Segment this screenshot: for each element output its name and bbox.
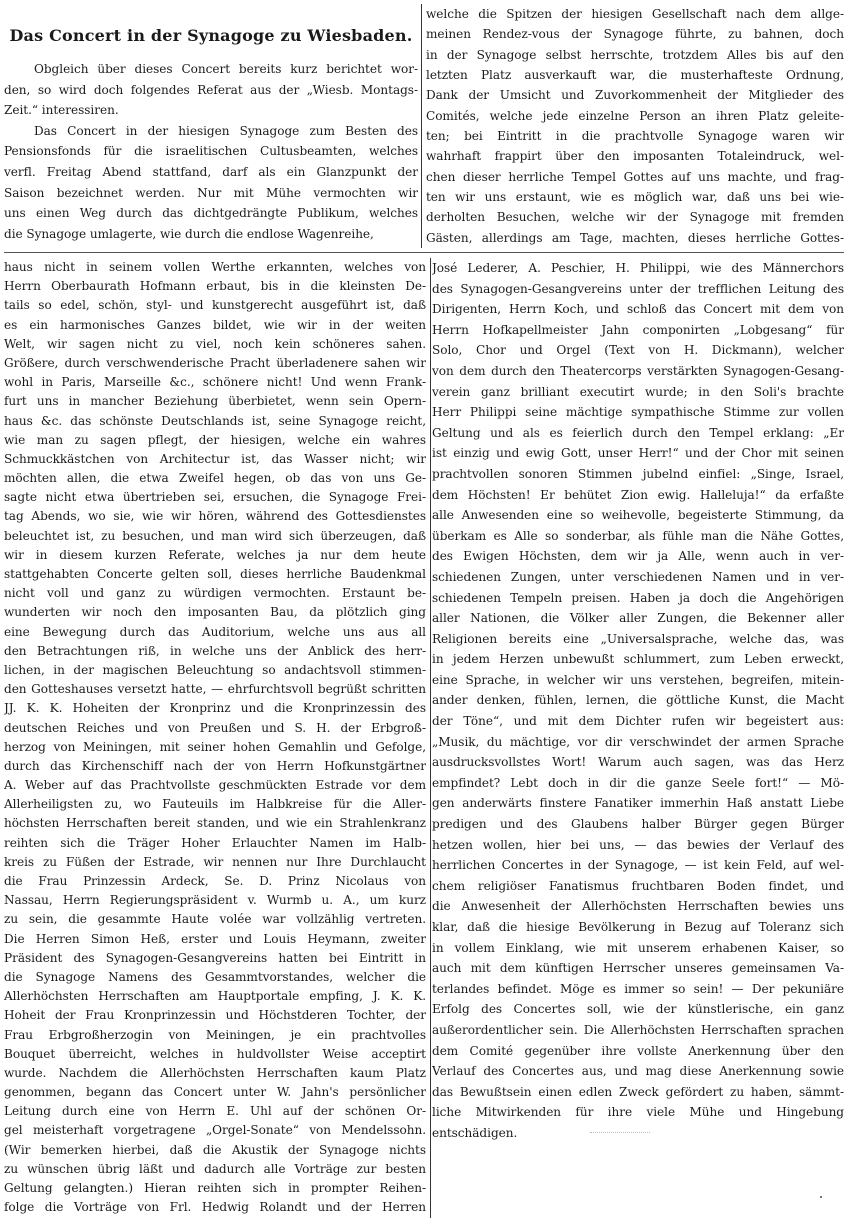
- text-line: durch das Kirchenschiff nach der von Herrn Hofkunstgärtner: [4, 758, 426, 773]
- text-line: Dirigenten, Herrn Koch, und schloß das Concert mit dem von: [432, 302, 844, 317]
- text-line: des Ewigen Höchsten, dem wir ja Alle, wenn auch in ver-: [432, 549, 844, 564]
- text-line: Schmuckkästchen von Architectur ist, das Wasser nicht; wir: [4, 451, 426, 466]
- bottom-left-column: [4, 258, 426, 1218]
- text-line: höchsten Herrschaften bereit standen, und wie ein Strahlenkranz: [4, 816, 426, 831]
- text-line: tails so edel, schön, styl- und kunstgerecht ausgeführt ist, daß: [4, 298, 426, 313]
- text-line: es ein harmonisches Ganzes bildet, wie wir in der weiten: [4, 317, 426, 332]
- text-line: wunderten wir noch den imposanten Bau, da plötzlich ging: [4, 605, 426, 620]
- text-line: Bouquet überreicht, welches in huldvollster Weise acceptirt: [4, 1046, 426, 1061]
- print-dot: [820, 1196, 822, 1198]
- text-line: Welt, wir sagen nicht zu viel, noch kein schöneres sahen.: [4, 336, 426, 351]
- text-line: folge die Vorträge von Frl. Hedwig Rolandt und der Herren: [4, 1200, 426, 1215]
- text-line: Das Concert in der hiesigen Synagoge zum Besten des: [34, 123, 418, 138]
- text-line: zu wünschen übrig läßt und dadurch alle Vorträge zur besten: [4, 1161, 426, 1176]
- print-speck: [590, 1132, 650, 1136]
- text-line: Pensionsfonds für die israelitischen Cultusbeamten, welches: [4, 144, 418, 159]
- text-line: schiedenen Zungen, unter verschiedenen Namen und in ver-: [432, 569, 844, 584]
- text-line: aller Nationen, die Völker aller Zungen, die Bekenner aller: [432, 611, 844, 626]
- top-right-text: [426, 4, 844, 248]
- text-line: das Bewußtsein einen edlen Zweck gefördert zu haben, sämmt-: [432, 1084, 844, 1099]
- text-line: A. Weber auf das Prachtvollste geschmückten Estrade vor dem: [4, 778, 426, 793]
- text-line: ten wir uns erstaunt, wie es möglich war, daß uns bei wie-: [426, 189, 844, 204]
- text-line: Allerheiligsten zu, wo Fauteuils im Halbkreise für die Aller-: [4, 797, 426, 812]
- text-line: Geltung und als es feierlich durch den Tempel erklang: „Er: [432, 425, 844, 440]
- text-line: ander denken, fühlen, lernen, die göttliche Kunst, die Macht: [432, 693, 844, 708]
- text-line: Comités, welche jede einzelne Person an ihren Platz geleite-: [426, 108, 844, 123]
- text-line: alle Anwesenden eine so weihevolle, begeisterte Stimmung, da: [432, 508, 844, 523]
- bottom-right-text: [432, 258, 844, 1144]
- text-line: sagte nicht etwa übertrieben sei, ersuchen, die Synagoge Frei-: [4, 490, 426, 505]
- text-line: den, so wird doch folgendes Referat aus der „Wiesb. Montags-: [4, 82, 418, 97]
- text-line: auch mit dem künftigen Herrscher unseres gemeinsamen Va-: [432, 961, 844, 976]
- text-line: prachtvollen sonoren Stimmen jubelnd einfiel: „Singe, Israel,: [432, 466, 844, 481]
- text-line: den Gotteshauses versetzt hatte, — ehrfurchtsvoll begrüßt schritten: [4, 682, 426, 697]
- text-line: tag Abends, wo sie, wie wir hören, während des Gottesdienstes: [4, 509, 426, 524]
- text-line: eine Bewegung durch das Auditorium, welche uns aus all: [4, 624, 426, 639]
- text-line: terlandes befindet. Möge es immer so sein! — Der pekuniäre: [432, 981, 844, 996]
- text-line: wurde. Nachdem die Allerhöchsten Herrschaften kaum Platz: [4, 1065, 426, 1080]
- text-line: Herr Philippi seine mächtige sympathische Stimme zur vollen: [432, 405, 844, 420]
- text-line: Geltung gelangten.) Hieran reihten sich in prompter Reihen-: [4, 1181, 426, 1195]
- article-headline: Das Concert in der Synagoge zu Wiesbaden.: [9, 26, 413, 45]
- text-line: eine Sprache, in welcher wir uns verstehen, begreifen, mitein-: [432, 672, 844, 687]
- text-line: kreis zu Füßen der Estrade, wir nennen nur Ihre Durchlaucht: [4, 854, 426, 869]
- text-line: uns einen Weg durch das dichtgedrängte Publikum, welches: [4, 206, 418, 221]
- text-line: wie man zu sagen pflegt, der hiesigen, welche ein wahres: [4, 432, 426, 447]
- text-line: Herrn Hofkapellmeister Jahn componirten „Lobgesang“ für: [432, 322, 844, 337]
- text-line: möchten allen, die etwa Zweifel hegen, ob das von uns Ge-: [4, 471, 426, 486]
- text-line: Nassau, Herrn Regierungspräsident v. Wurmb u. A., um kurz: [4, 893, 426, 908]
- text-line: Gästen, allerdings am Tage, machten, dieses herrliche Gottes-: [426, 230, 844, 245]
- text-line: gen anderwärts finstere Fanatiker immerhin Haß anstatt Liebe: [432, 796, 844, 811]
- text-line: herzog von Meiningen, mit seiner hohen Gemahlin und Gefolge,: [4, 739, 426, 754]
- text-line: Solo, Chor und Orgel (Text von H. Dickmann), welcher: [432, 343, 844, 358]
- text-line: Frau Erbgroßherzogin von Meiningen, je ein prachtvolles: [4, 1027, 426, 1042]
- text-line: Präsident des Synagogen-Gesangvereins hatten bei Eintritt in: [4, 950, 426, 965]
- text-line: furt uns in mancher Beziehung überbietet, wenn sein Opern-: [4, 394, 426, 409]
- text-line: in vollem Einklang, wie mit unserem erhabenen Kaiser, so: [432, 940, 844, 955]
- text-line: die Synagoge Namens des Gesammtvorstandes, welcher die: [4, 969, 426, 984]
- text-line: hetzen wollen, hier bei uns, — das bewies der Verlauf des: [432, 837, 844, 852]
- article-top-section: [4, 4, 844, 248]
- text-line: Zeit.“ interessiren.: [4, 103, 119, 118]
- text-line: ist einzig und ewig Gott, unser Herr!“ und der Chor mit seinen: [432, 446, 844, 461]
- text-line: Herrn Oberbaurath Hofmann erbaut, bis in die kleinsten De-: [4, 279, 426, 294]
- top-left-text: [4, 59, 418, 244]
- text-line: liche Mitwirkenden für ihre viele Mühe und Hingebung: [432, 1105, 844, 1120]
- text-line: ausdrucksvollstes Wort! Warum auch sagen, was das Herz: [432, 755, 844, 770]
- text-line: zu sein, die gesammte Haute volée war vollzählig vertreten.: [4, 912, 426, 927]
- text-line: herrlichen Concertes in der Synagoge, — ist kein Feld, auf wel-: [432, 858, 844, 873]
- text-line: die Frau Prinzessin Ardeck, Se. D. Prinz Nicolaus von: [4, 874, 426, 888]
- text-line: überkam es Alle so sonderbar, als fühle man die Nähe Gottes,: [432, 528, 844, 543]
- text-line: stattgehabten Concerte gelten soll, dieses herrliche Baudenkmal: [4, 567, 426, 581]
- text-line: Saison bezeichnet werden. Nur mit Mühe vermochten wir: [4, 185, 418, 200]
- text-line: genommen, begann das Concert unter W. Jahn's persönlicher: [4, 1085, 426, 1100]
- text-line: Die Herren Simon Heß, erster und Louis Heymann, zweiter: [4, 931, 426, 946]
- text-line: entschädigen.: [432, 1125, 518, 1140]
- text-line: die Anwesenheit der Allerhöchsten Herrschaften bewies uns: [432, 899, 844, 914]
- text-line: deutschen Reiches und von Preußen und S. H. der Erbgroß-: [4, 720, 426, 735]
- bottom-left-text: [4, 258, 426, 1217]
- text-line: klar, daß die hiesige Bevölkerung in Bezug auf Toleranz sich: [432, 920, 844, 934]
- text-line: gel meisterhaft vorgetragene „Orgel-Sonate“ von Mendelssohn.: [4, 1123, 426, 1138]
- text-line: beleuchtet ist, zu besuchen, und man wird sich überzeugen, daß: [4, 528, 426, 543]
- text-line: reihten sich die Träger Hoher Erlauchter Namen im Halb-: [4, 835, 426, 850]
- text-line: haus &c. das schönste Deutschlands ist, seine Synagoge reicht,: [4, 413, 426, 428]
- text-line: dem Comité gegenüber ihre vollste Anerkennung über den: [432, 1043, 844, 1058]
- text-line: Allerhöchsten Herrschaften am Hauptportale empfing, J. K. K.: [4, 989, 426, 1004]
- text-line: in der Synagoge selbst herrschte, trotzdem Alles bis auf den: [426, 47, 844, 62]
- text-line: Verlauf des Concertes aus, und mag diese Anerkennung sowie: [432, 1064, 844, 1079]
- bottom-right-column: [432, 258, 844, 1218]
- text-line: wir in diesem kurzen Referate, welches ja nur dem heute: [4, 547, 426, 562]
- text-line: die Synagoge umlagerte, wie durch die endlose Wagenreihe,: [4, 226, 374, 241]
- text-line: des Synagogen-Gesangvereins unter der trefflichen Leitung des: [432, 281, 844, 296]
- text-line: Leitung durch eine von Herrn E. Uhl auf der schönen Or-: [4, 1104, 426, 1119]
- text-line: Hoheit der Frau Kronprinzessin und Höchstderen Tochter, der: [4, 1008, 426, 1023]
- text-line: Erfolg des Concertes soll, wie der künstlerische, ein ganz: [432, 1002, 844, 1017]
- text-line: Religionen bereits eine „Universalsprache, welche das, was: [432, 631, 844, 646]
- text-line: außerordentlicher sein. Die Allerhöchsten Herrschaften sprachen: [432, 1022, 844, 1037]
- text-line: verfl. Freitag Abend stattfand, darf als ein Glanzpunkt der: [4, 164, 418, 179]
- text-line: von dem durch den Theatercorps verstärkten Synagogen-Gesang-: [432, 363, 844, 378]
- text-line: verein ganz brilliant executirt wurde; in den Soli's brachte: [432, 384, 844, 399]
- text-line: Obgleich über dieses Concert bereits kurz berichtet wor-: [34, 62, 418, 76]
- top-right-column: [426, 4, 844, 248]
- top-left-column: [4, 4, 418, 248]
- text-line: (Wir bemerken hierbei, daß die Akustik der Synagoge nichts: [4, 1142, 426, 1157]
- section-divider: [4, 252, 844, 253]
- text-line: ten; bei Eintritt in die prachtvolle Synagoge waren wir: [426, 128, 844, 143]
- text-line: nicht voll und ganz zu würdigen vermochten. Erstaunt be-: [4, 586, 426, 601]
- text-line: lichen, in der magischen Beleuchtung so andachtsvoll stimmen-: [4, 662, 426, 677]
- text-line: haus nicht in seinem vollen Werthe erkannten, welches von: [4, 260, 426, 274]
- text-line: schiedenen Tempeln preisen. Haben ja doch die Angehörigen: [432, 590, 844, 605]
- article-bottom-section: [4, 258, 844, 1218]
- text-line: chen dieser herrliche Tempel Gottes auf uns machte, und frag-: [426, 169, 844, 184]
- text-line: in jedem Herzen unbewußt schlummert, zum Leben erweckt,: [432, 652, 844, 667]
- text-line: der Töne“, und mit dem Dichter rufen wir begeistert aus:: [432, 714, 844, 729]
- text-line: predigen und des Glaubens halber Bürger gegen Bürger: [432, 817, 844, 832]
- text-line: Größere, durch verschwenderische Pracht überladenere sahen wir: [4, 355, 426, 370]
- text-line: meinen Rendez-vous der Synagoge führte, zu bahnen, doch: [426, 27, 844, 42]
- text-line: Dank der Umsicht und Zuvorkommenheit der Mitglieder des: [426, 88, 844, 103]
- text-line: letzten Platz ausverkauft war, die musterhafteste Ordnung,: [426, 67, 844, 82]
- text-line: dem Höchsten! Er behütet Zion ewig. Halleluja!“ da erfaßte: [432, 487, 844, 502]
- text-line: JJ. K. K. Hoheiten der Kronprinz und die Kronprinzessin des: [4, 701, 426, 716]
- text-line: chem religiöser Fanatismus fruchtbaren Boden findet, und: [432, 878, 844, 893]
- text-line: „Musik, du mächtige, vor dir verschwindet der armen Sprache: [432, 734, 844, 749]
- text-line: den Betrachtungen riß, in welche uns der Anblick des herr-: [4, 643, 426, 658]
- text-line: empfindet? Lebt doch in dir die ganze Seele fort!“ — Mö-: [432, 775, 844, 790]
- text-line: wahrhaft frappirt über den imposanten Totaleindruck, wel-: [426, 149, 844, 164]
- text-line: welche die Spitzen der hiesigen Gesellschaft nach dem allge-: [426, 7, 844, 21]
- text-line: José Lederer, A. Peschier, H. Philippi, wie des Männerchors: [432, 261, 844, 275]
- text-line: wohl in Paris, Marseille &c., schönere nicht! Und wenn Frank-: [4, 375, 426, 390]
- text-line: derholten Besuchen, welche wir der Synagoge mit fremden: [426, 210, 844, 225]
